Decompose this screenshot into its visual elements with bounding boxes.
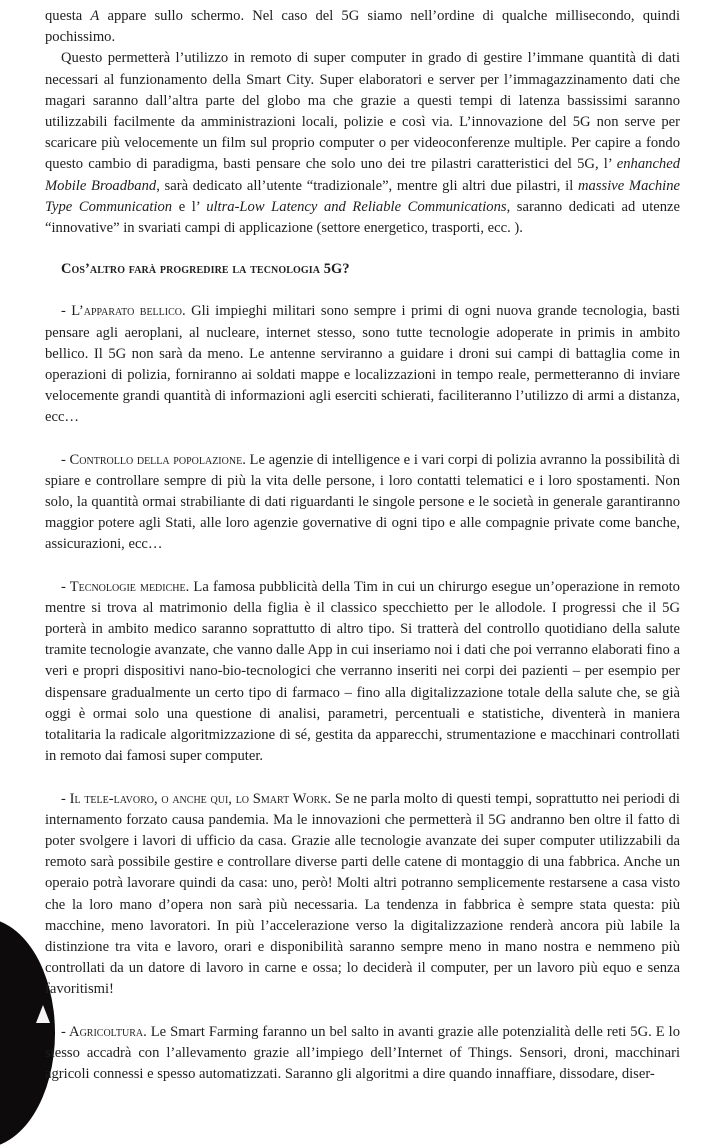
section-heading: Cos’altro farà progredire la tecnologia 5G? — [61, 261, 350, 278]
paragraph-apparato-bellico: - L’apparato bellico. Gli impieghi militari sono sempre i primi di ogni nuova grande tecnologia, basti pensare agli aeroplani, al nucleare, internet stesso, sono tutte tecnologie adoperate in primis in ambito bellico. Il 5G non sarà da meno. Le antenne serviranno a guidare i droni sui campi di battaglia come in operazioni di polizia, forniranno ai soldati mappe e localizzazioni in tempo reale, permetteranno di inviare velocemente grandi quantità di informazioni agli eserciti schierati, faciliteranno l’utilizzo di armi a distanza, ecc… — [45, 303, 680, 426]
paragraph-tecnologie-mediche: - Tecnologie mediche. La famosa pubblicità della Tim in cui un chirurgo esegue un’operazione in remoto mentre si trova al matrimonio della figlia è il classico specchietto per le allodole. I progressi che il 5G porterà in ambito medico saranno soprattutto di altro tipo. Si tratterà del controllo quotidiano della salute tramite tecnologie avanzate, che vanno dalle App in cui inseriamo noi i dati che poi verranno elaborati fino a veri e propri dispositivi nano-bio-tecnologici che verranno inseriti nei corpi dei pazienti – per esempio per dispensare gradualmente un certo tipo di farmaco – fino alla digitalizzazione totale della salute che, se già oggi è ormai solo una questione di analisi, parametri, percentuali e statistiche, diventerà in maniera totalitaria la radicale algoritmizzazione di sé, gestita da apparecchi, strumentazione e macchinari controllati in remoto dai famosi super computer. — [45, 578, 680, 765]
document-page — [45, 6, 680, 1085]
paragraph-supercomputer: Questo permetterà l’utilizzo in remoto di super computer in grado di gestire l’immane quantità di dati necessari al funzionamento della Smart City. Super elaboratori e server per l’immagazzinamento dati che magari saranno dall’altra parte del globo ma che grazie a questi tempi di latenza bassissimi saranno utilizzabili facilmente da amministrazioni locali, polizie e così via. L’innovazione del 5G non serve per scaricare più velocemente un film sul proprio computer o per videoconferenze multiple. Per capire a fondo questo cambio di paradigma, basti pensare che solo uno dei tre pilastri caratteristici del 5G, l’ enhanched Mobile Broadband, sarà dedicato all’utente “tradizionale”, mentre gli altri due pilastri, il massive Machine Type Communication e l’ ultra-Low Latency and Reliable Communications, saranno dedicati ad utenze “innovative” in svariati campi di applicazione (settore energetico, trasporti, ecc. ). — [45, 50, 680, 237]
emphasis-a: A — [90, 8, 100, 24]
section-label: - Agricoltura. — [61, 1023, 147, 1040]
paragraph-smart-work: - Il tele-lavoro, o anche qui, lo Smart Work. Se ne parla molto di questi tempi, soprattutto nei periodi di internamento forzato causa pandemia. Ma le innovazioni che permetterà il 5G andranno ben oltre il fatto di poter svolgere i lavori di ufficio da casa. Grazie alle tecnologie avanzate dei super computer utilizzabili da remoto sarà possibile gestire e controllare diverse parti delle catene di montaggio di una fabbrica. Anche un operaio potrà lavorare quindi da casa: uno, però! Molti altri potranno semplicemente restarsene a casa visto che la loro mano d’opera non sarà più necessaria. La tendenza in fabbrica è sempre stata questa: più macchine, meno lavoratori. In più l’accelerazione verso la digitalizzazione renderà ancora più labile la distinzione tra vita e lavoro, orari e disponibilità saranno sempre meno in mano nostra e nemmeno più controllati da un datore di lavoro in carne e ossa; lo deciderà il computer, per un lavoro più equo e senza favoritismi! — [45, 790, 680, 998]
section-label: - L’apparato bellico. — [61, 303, 186, 320]
section-label: - Controllo della popolazione. — [61, 451, 246, 468]
paragraph-controllo-popolazione: - Controllo della popolazione. Le agenzie di intelligence e i vari corpi di polizia avranno la possibilità di spiare e controllare sempre di più la vita delle persone, i loro contatti telematici e i loro spostamenti. Non solo, la quantità ormai strabiliante di dati riguardanti le singole persone e le società in generale garantiranno maggior potere agli Stati, alle loro agenzie governative di ogni tipo e alle compagnie private come banche, assicurazioni, ecc… — [45, 451, 680, 553]
section-label: - Il tele-lavoro, o anche qui, lo Smart Work. — [61, 790, 332, 807]
section-label: - Tecnologie mediche. — [61, 578, 190, 595]
paragraph-agricoltura: - Agricoltura. Le Smart Farming faranno un bel salto in avanti grazie alle potenzialità delle reti 5G. E lo stesso accadrà con l’allevamento grazie all’impiego dell’Internet of Things. Sensori, droni, macchinari agricoli connessi e spesso automatizzati. Saranno gli algoritmi a dire quando innaffiare, dissodare, diser- — [45, 1023, 680, 1082]
emphasis-mmtc: massive Machine Type Communication — [45, 177, 680, 215]
emphasis-embb: enhanched Mobile Broadband — [45, 156, 680, 194]
paragraph-intro-continued: questa A appare sullo schermo. Nel caso del 5G siamo nell’ordine di qualche millisecondo, quindi pochissimo. — [45, 8, 681, 46]
emphasis-urllc: ultra-Low Latency and Reliable Communications — [206, 198, 507, 215]
